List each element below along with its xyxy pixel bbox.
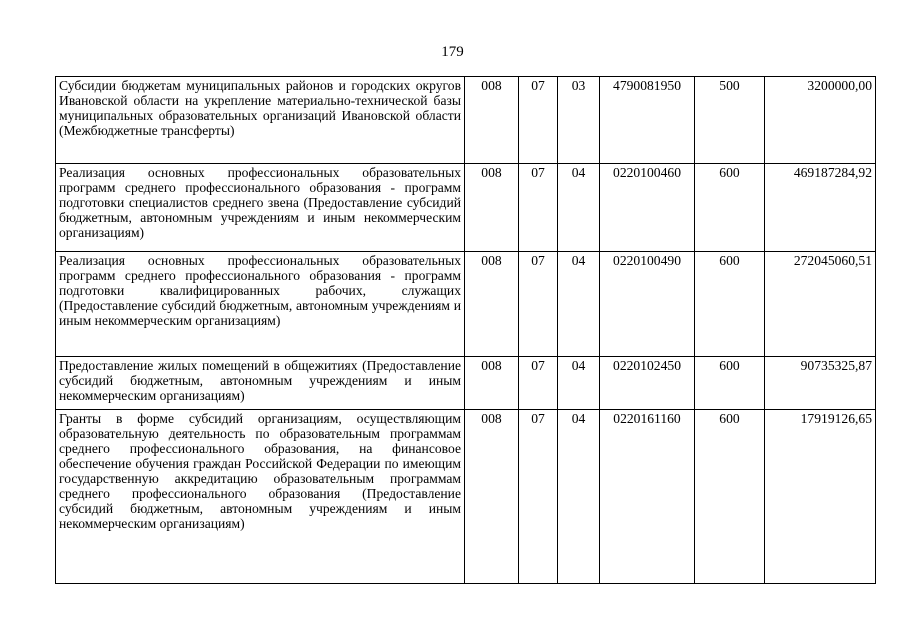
row-description: Реализация основных профессиональных образовательных программ среднего профессионального образования - программ подготовки специалистов среднего звена (Предоставление субсидий бюджетным, автономным учреждениям и иным некоммерческим организациям) [56,164,465,252]
subsection-code: 04 [558,357,600,410]
amount-value: 17919126,65 [765,410,876,584]
ministry-code: 008 [465,164,519,252]
target-article-code: 0220100460 [600,164,695,252]
expense-type-code: 500 [695,77,765,164]
subsection-code: 03 [558,77,600,164]
ministry-code: 008 [465,357,519,410]
row-description: Реализация основных профессиональных образовательных программ среднего профессионального образования - программ подготовки квалифицированных рабочих, служащих (Предоставление субсидий бюджетным, автономным учреждениям и иным некоммерческим организациям) [56,252,465,357]
page-number: 179 [441,44,464,60]
subsection-code: 04 [558,252,600,357]
budget-table [55,76,876,584]
section-code: 07 [519,164,558,252]
amount-value: 469187284,92 [765,164,876,252]
subsection-code: 04 [558,164,600,252]
table-row [56,164,876,252]
table-row [56,357,876,410]
amount-value: 272045060,51 [765,252,876,357]
ministry-code: 008 [465,410,519,584]
target-article-code: 0220161160 [600,410,695,584]
table-row [56,252,876,357]
section-code: 07 [519,357,558,410]
section-code: 07 [519,252,558,357]
target-article-code: 0220102450 [600,357,695,410]
row-description: Субсидии бюджетам муниципальных районов и городских округов Ивановской области на укрепление материально-технической базы муниципальных образовательных организаций Ивановской области (Межбюджетные трансферты) [56,77,465,164]
row-description: Гранты в форме субсидий организациям, осуществляющим образовательную деятельность по образовательным программам среднего профессионального образования, на финансовое обеспечение обучения граждан Российской Федерации по имеющим государственную аккредитацию образовательным программам среднего профессионального образования (Предоставление субсидий бюджетным, автономным учреждениям и иным некоммерческим организациям) [56,410,465,584]
ministry-code: 008 [465,77,519,164]
amount-value: 3200000,00 [765,77,876,164]
target-article-code: 0220100490 [600,252,695,357]
expense-type-code: 600 [695,357,765,410]
section-code: 07 [519,410,558,584]
amount-value: 90735325,87 [765,357,876,410]
ministry-code: 008 [465,252,519,357]
target-article-code: 4790081950 [600,77,695,164]
expense-type-code: 600 [695,410,765,584]
expense-type-code: 600 [695,164,765,252]
section-code: 07 [519,77,558,164]
table-row [56,410,876,584]
expense-type-code: 600 [695,252,765,357]
row-description: Предоставление жилых помещений в общежитиях (Предоставление субсидий бюджетным, автономным учреждениям и иным некоммерческим организациям) [56,357,465,410]
subsection-code: 04 [558,410,600,584]
table-row [56,77,876,164]
